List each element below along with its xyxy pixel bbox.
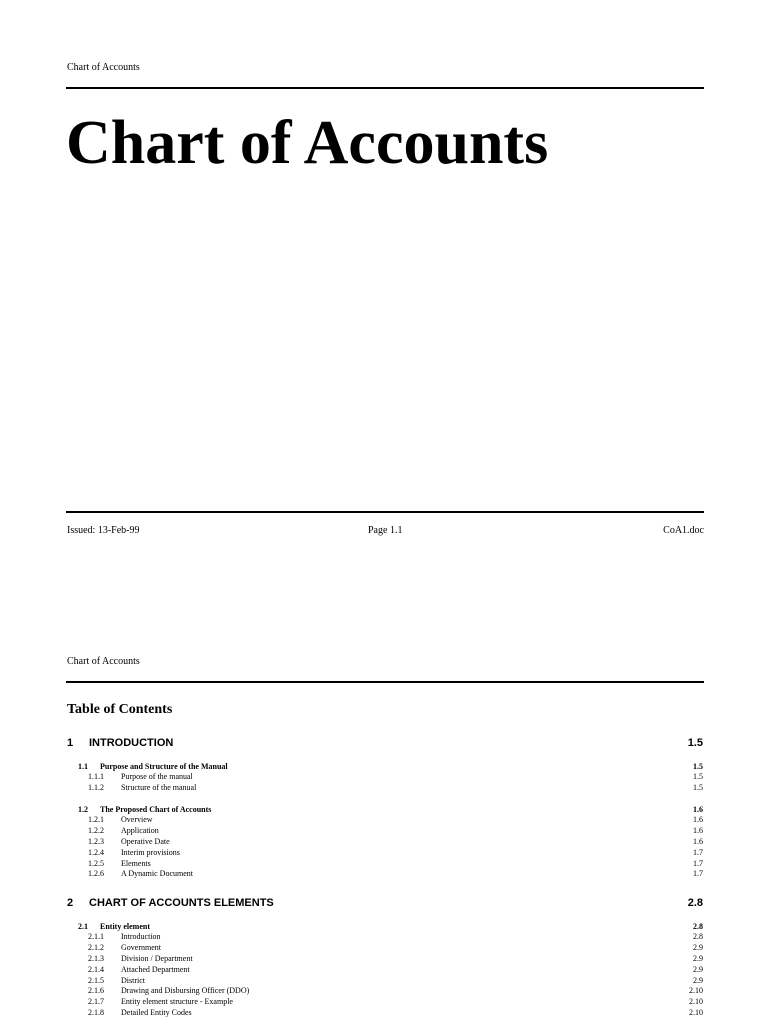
toc-entry[interactable]: [88, 997, 703, 1008]
entry-title: Operative Date: [121, 836, 170, 846]
entry-number: 1.2.2: [88, 825, 104, 835]
entry-page: 2.9: [693, 942, 703, 952]
entry-page: 2.9: [693, 964, 703, 974]
page2-header-rule: [66, 681, 704, 683]
page1-footer-rule: [66, 511, 704, 513]
toc-items-1-1: [88, 772, 703, 794]
document-title: Chart of Accounts: [66, 109, 549, 177]
toc-entry[interactable]: [88, 848, 703, 859]
subsection-title: Purpose and Structure of the Manual: [100, 762, 228, 771]
subsection-page: 1.5: [693, 762, 703, 771]
entry-number: 2.1.1: [88, 932, 104, 941]
subsection-title: Entity element: [100, 922, 150, 931]
entry-number: 1.2.3: [88, 836, 104, 846]
subsection-page: 1.6: [693, 805, 703, 814]
toc-entry[interactable]: [88, 943, 703, 954]
entry-number: 1.1.2: [88, 782, 104, 792]
entry-page: 1.7: [693, 858, 703, 868]
entry-title: Detailed Entity Codes: [121, 1008, 192, 1018]
entry-page: 2.10: [689, 997, 703, 1007]
entry-title: Division / Department: [121, 953, 193, 963]
toc-entry[interactable]: [88, 965, 703, 976]
page1-header-rule: [66, 87, 704, 89]
toc-title: Table of Contents: [67, 702, 173, 717]
entry-page: 1.6: [693, 836, 703, 846]
section-number: 2: [67, 897, 74, 909]
section-page: 1.5: [687, 737, 703, 749]
toc-entry[interactable]: [88, 954, 703, 965]
entry-number: 1.2.4: [88, 847, 104, 857]
toc-entry[interactable]: [88, 1008, 703, 1019]
entry-number: 2.1.3: [88, 953, 104, 963]
entry-number: 1.2.6: [88, 869, 104, 879]
toc-entry[interactable]: [88, 986, 703, 997]
entry-title: Introduction: [121, 932, 161, 941]
page2-running-header: Chart of Accounts: [67, 656, 140, 667]
toc-entry[interactable]: [88, 869, 703, 880]
toc-items-1-2: [88, 815, 703, 880]
entry-title: Purpose of the manual: [121, 772, 193, 781]
toc-items-2-1: [88, 932, 703, 1019]
entry-title: Attached Department: [121, 964, 190, 974]
entry-page: 2.10: [689, 986, 703, 996]
subsection-number: 1.2: [78, 805, 88, 814]
toc-entry[interactable]: [88, 783, 703, 794]
entry-number: 2.1.5: [88, 975, 104, 985]
entry-page: 2.9: [693, 975, 703, 985]
entry-number: 2.1.7: [88, 997, 104, 1007]
entry-page: 1.5: [693, 782, 703, 792]
entry-number: 2.1.4: [88, 964, 104, 974]
entry-number: 1.1.1: [88, 772, 104, 781]
entry-title: Government: [121, 942, 161, 952]
entry-page: 1.7: [693, 847, 703, 857]
toc-entry[interactable]: [88, 772, 703, 783]
toc-entry[interactable]: [88, 837, 703, 848]
entry-page: 1.7: [693, 869, 703, 879]
footer-issued-date: Issued: 13-Feb-99: [67, 525, 140, 536]
toc-entry[interactable]: [88, 815, 703, 826]
entry-page: 2.9: [693, 953, 703, 963]
subsection-page: 2.8: [693, 922, 703, 931]
footer-file-name: CoA1.doc: [663, 525, 704, 536]
entry-number: 1.2.1: [88, 815, 104, 824]
subsection-title: The Proposed Chart of Accounts: [100, 805, 212, 814]
section-page: 2.8: [687, 897, 703, 909]
toc-entry[interactable]: [88, 976, 703, 987]
subsection-number: 1.1: [78, 762, 88, 771]
entry-number: 1.2.5: [88, 858, 104, 868]
entry-title: Application: [121, 825, 159, 835]
page1-running-header: Chart of Accounts: [67, 62, 140, 73]
entry-title: Overview: [121, 815, 153, 824]
toc-entry[interactable]: [88, 859, 703, 870]
entry-page: 2.10: [689, 1008, 703, 1018]
toc-entry[interactable]: [88, 826, 703, 837]
entry-title: Elements: [121, 858, 151, 868]
entry-number: 2.1.6: [88, 986, 104, 996]
entry-page: 1.6: [693, 815, 703, 824]
entry-page: 1.6: [693, 825, 703, 835]
footer-page-number: Page 1.1: [368, 525, 403, 536]
entry-title: Drawing and Disbursing Officer (DDO): [121, 986, 250, 996]
section-title: CHART OF ACCOUNTS ELEMENTS: [89, 897, 274, 909]
toc-entry[interactable]: [88, 932, 703, 943]
entry-title: Entity element structure - Example: [121, 997, 233, 1007]
subsection-number: 2.1: [78, 922, 88, 931]
entry-title: A Dynamic Document: [121, 869, 193, 879]
entry-page: 1.5: [693, 772, 703, 781]
entry-number: 2.1.8: [88, 1008, 104, 1018]
section-number: 1: [67, 737, 74, 749]
entry-title: District: [121, 975, 145, 985]
entry-title: Interim provisions: [121, 847, 180, 857]
entry-page: 2.8: [693, 932, 703, 941]
entry-number: 2.1.2: [88, 942, 104, 952]
section-title: INTRODUCTION: [89, 737, 174, 749]
entry-title: Structure of the manual: [121, 782, 197, 792]
